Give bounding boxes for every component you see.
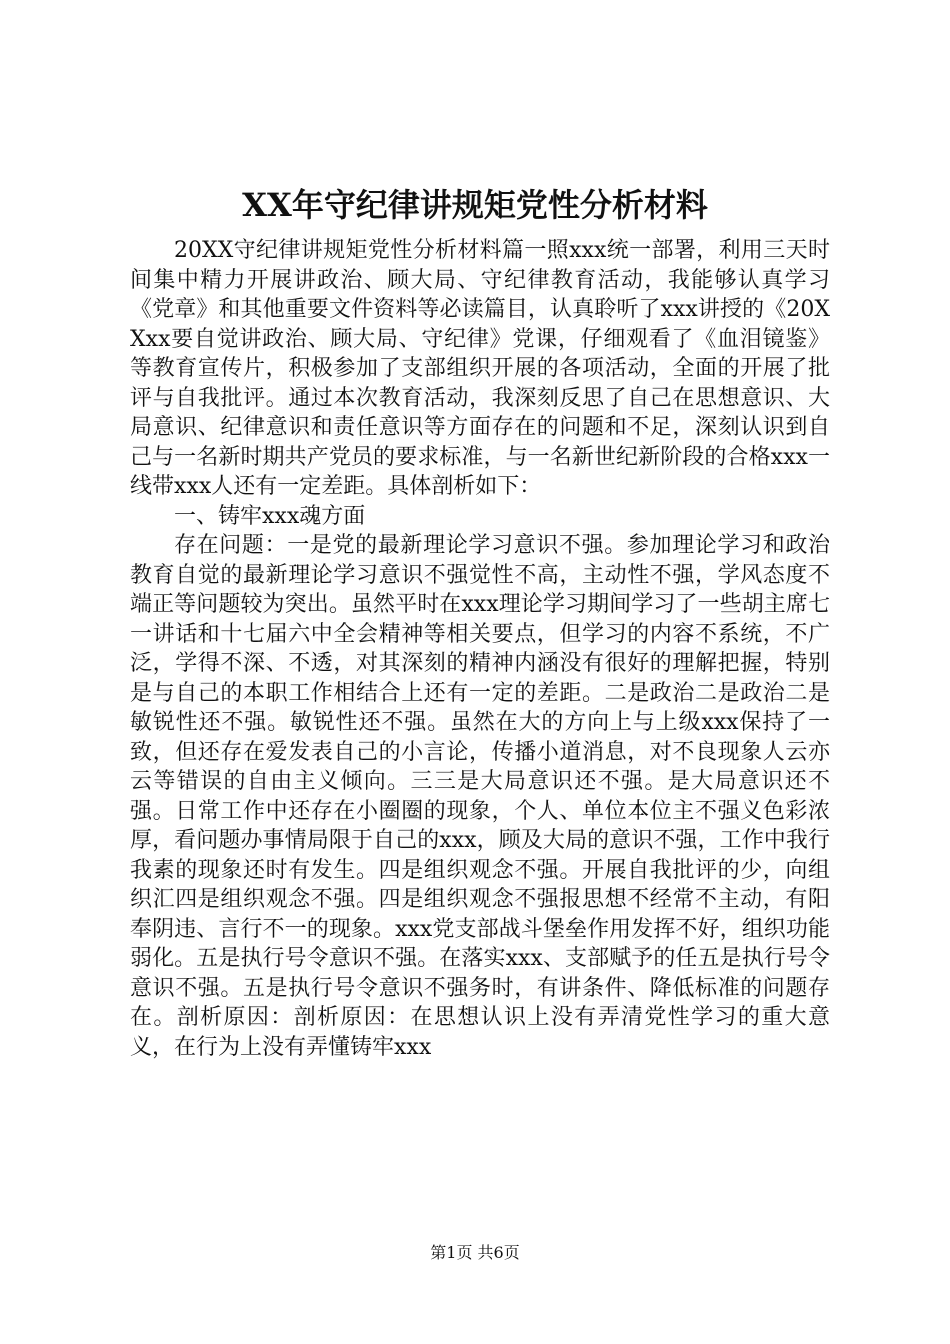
problems-paragraph: 存在问题：一是党的最新理论学习意识不强。参加理论学习和政治教育自觉的最新理论学习意识不强觉性不高，主动性不强，学风态度不端正等问题较为突出。虽然平时在xxx理论学习期间学习了一些胡主席七一讲话和十七届六中全会精神等相关要点，但学习的内容不系统，不广泛，学得不深、不透，对其深刻的精神内涵没有很好的理解把握，特别是与自己的本职工作相结合上还有一定的差距。二是政治二是政治二是敏锐性还不强。敏锐性还不强。虽然在大的方向上与上级xxx保持了一致，但还存在爱发表自己的小言论，传播小道消息，对不良现象人云亦云等错误的自由主义倾向。三三是大局意识还不强。是大局意识还不强。日常工作中还存在小圈圈的现象，个人、单位本位主不强义色彩浓厚，看问题办事情局限于自己的xxx，顾及大局的意识不强，工作中我行我素的现象还时有发生。四是组织观念不强。开展自我批评的少，向组织汇四是组织观念不强。四是组织观念不强报思想不经常不主动，有阳奉阴违、言行不一的现象。xxx党支部战斗堡垒作用发挥不好，组织功能弱化。五是执行号令意识不强。在落实xxx、支部赋予的任五是执行号令意识不强。五是执行号令意识不强务时，有讲条件、降低标准的问题存在。剖析原因：剖析原因：在思想认识上没有弄清党性学习的重大意义，在行为上没有弄懂铸牢xxx <box>130 533 830 1060</box>
page-footer: 第1页 共6页 <box>430 1243 520 1262</box>
section-heading: 一、铸牢xxx魂方面 <box>174 503 366 529</box>
document-body <box>130 236 830 1062</box>
document-title: XX年守纪律讲规矩党性分析材料 <box>242 186 708 224</box>
intro-paragraph: 20XX守纪律讲规矩党性分析材料篇一照xxx统一部署，利用三天时间集中精力开展讲政治、顾大局、守纪律教育活动，我能够认真学习《党章》和其他重要文件资料等必读篇目，认真聆听了xxx讲授的《20XXxx要自觉讲政治、顾大局、守纪律》党课，仔细观看了《血泪镜鉴》等教育宣传片，积极参加了支部组织开展的各项活动，全面的开展了批评与自我批评。通过本次教育活动，我深刻反思了自己在思想意识、大局意识、纪律意识和责任意识等方面存在的问题和不足，深刻认识到自己与一名新时期共产党员的要求标准，与一名新世纪新阶段的合格xxx一线带xxx人还有一定差距。具体剖析如下： <box>130 238 830 499</box>
